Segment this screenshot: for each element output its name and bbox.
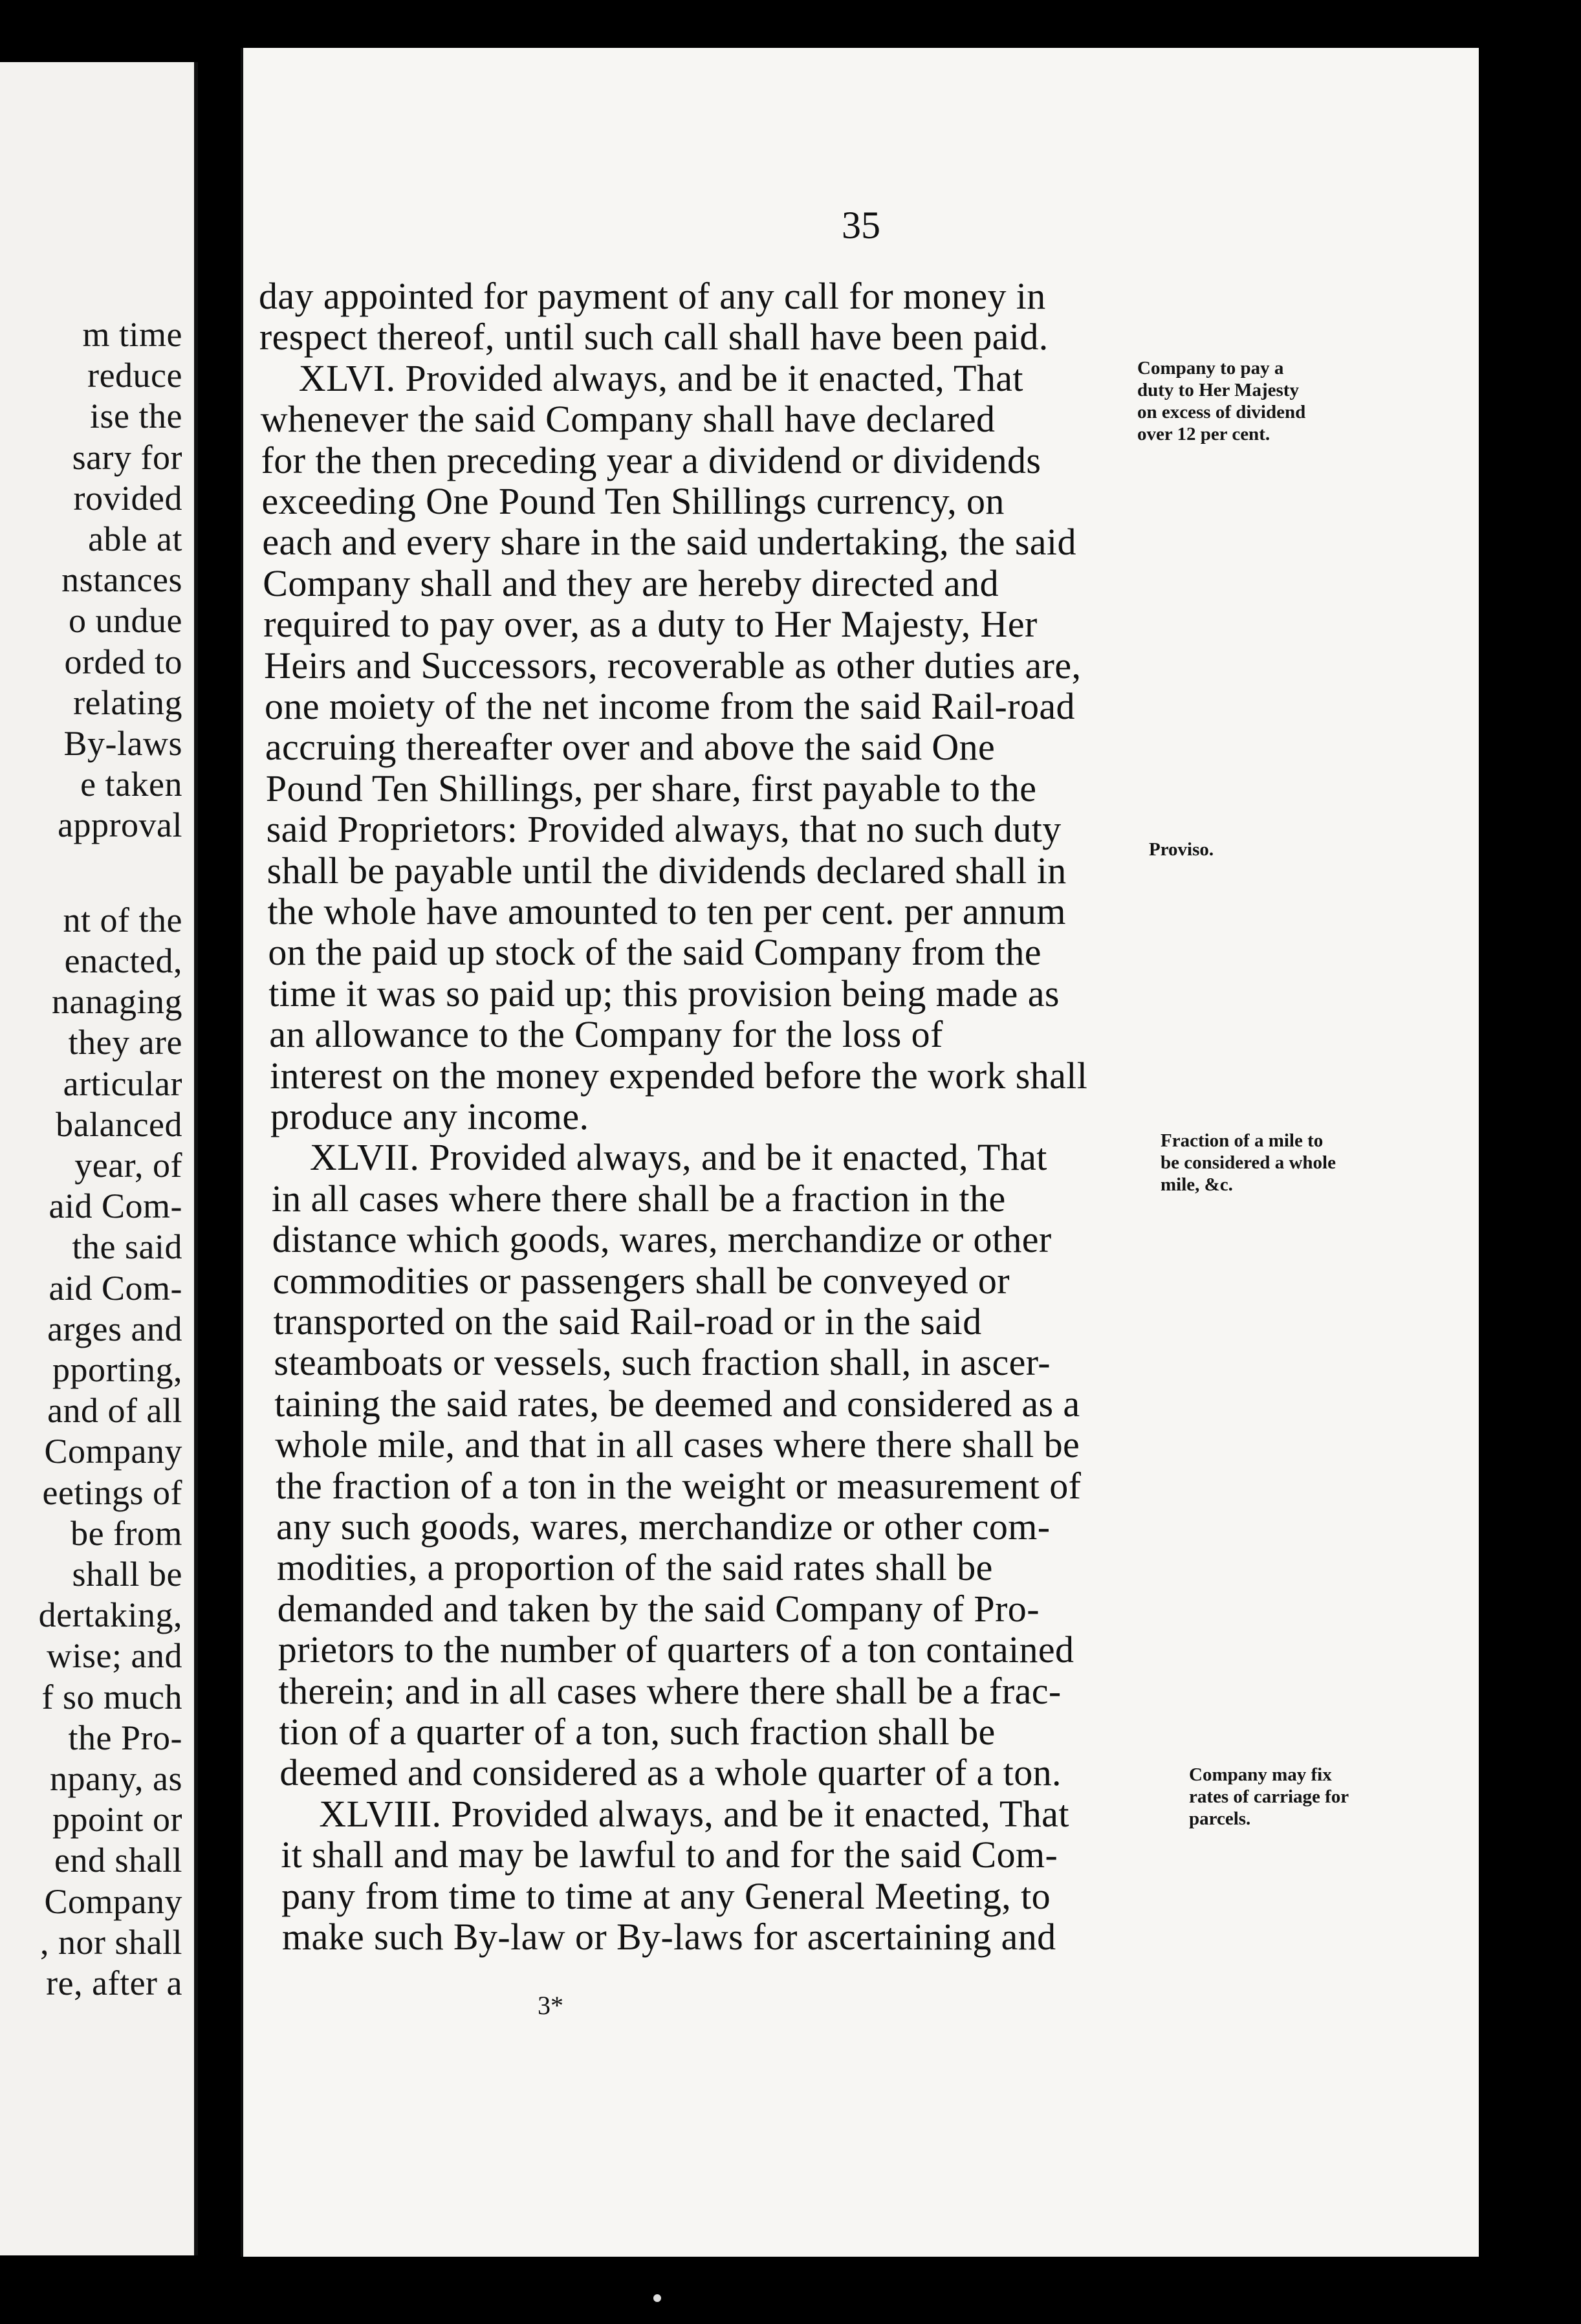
body-text-line: shall be payable until the dividends declared shall in [267, 849, 1067, 892]
body-text-line: in all cases where there shall be a fraction in the [271, 1177, 1006, 1220]
margin-note-proviso: Proviso. [1149, 839, 1214, 860]
body-text-line: the fraction of a ton in the weight or measurement of [276, 1464, 1082, 1507]
facing-page-line: sary for [72, 437, 182, 477]
body-text-line: deemed and considered as a whole quarter of a ton. [279, 1751, 1062, 1794]
page-35 [241, 48, 1479, 2257]
facing-page-line: rovided [73, 478, 182, 518]
body-text-line: an allowance to the Company for the loss of [269, 1013, 943, 1056]
body-text-line: prietors to the number of quarters of a ton contained [278, 1628, 1074, 1671]
body-text-line: taining the said rates, be deemed and considered as a [274, 1382, 1080, 1425]
body-text-line: one moiety of the net income from the said Rail-road [265, 685, 1075, 727]
body-text-line: time it was so paid up; this provision being made as [268, 972, 1060, 1014]
body-text-line: said Proprietors: Provided always, that no such duty [266, 808, 1062, 851]
body-text-line: pany from time to time at any General Meeting, to [281, 1874, 1051, 1917]
body-text-line: any such goods, wares, merchandize or other com- [276, 1506, 1051, 1548]
facing-page-line: nanaging [52, 982, 182, 1022]
facing-page-line: and of all [47, 1391, 182, 1431]
facing-page-line: pporting, [52, 1350, 182, 1389]
body-text-line: it shall and may be lawful to and for the said Com- [281, 1834, 1058, 1876]
body-text-line: exceeding One Pound Ten Shillings currency, on [261, 480, 1005, 522]
signature-mark: 3* [538, 1991, 563, 2020]
body-text-line: Heirs and Successors, recoverable as other duties are, [264, 644, 1082, 686]
facing-page-line: dertaking, [38, 1595, 182, 1635]
facing-page-line: Company [44, 1881, 182, 1921]
body-text-line: on the paid up stock of the said Company from the [268, 931, 1041, 974]
body-text-line: whenever the said Company shall have declared [260, 398, 996, 441]
facing-page-line: shall be [72, 1555, 182, 1594]
facing-page-line: approval [58, 806, 182, 845]
body-text-line: Pound Ten Shillings, per share, first payable to the [265, 767, 1037, 809]
facing-page-line: balanced [56, 1104, 182, 1144]
facing-page-line: e taken [80, 765, 182, 804]
facing-page-line: , nor shall [40, 1922, 182, 1962]
facing-page-line: re, after a [46, 1964, 182, 2002]
facing-page-line: relating [73, 683, 182, 722]
facing-page-line: wise; and [47, 1636, 182, 1676]
facing-page-line: aid Com- [49, 1268, 182, 1308]
margin-note-carriage-parcels: Company may fix rates of carriage for parcels. [1189, 1764, 1349, 1829]
section-heading-line: XLVII. Provided always, and be it enacted, That [309, 1136, 1047, 1179]
page-number: 35 [842, 204, 880, 247]
facing-page-line: orded to [64, 642, 182, 681]
facing-page-line: articular [63, 1064, 182, 1103]
body-text-line: steamboats or vessels, such fraction shall, in ascer- [274, 1341, 1051, 1384]
body-text-line: each and every share in the said undertaking, the said [262, 521, 1076, 564]
body-text-line: transported on the said Rail-road or in the said [273, 1300, 982, 1343]
body-text-line: accruing thereafter over and above the said One [265, 726, 996, 769]
body-text-line: produce any income. [270, 1095, 589, 1137]
body-text-line: commodities or passengers shall be conveyed or [272, 1259, 1010, 1302]
facing-page-line: Company [44, 1432, 182, 1471]
margin-note-duty-to-majesty: Company to pay a duty to Her Majesty on excess of dividend over 12 per cent. [1137, 358, 1306, 444]
body-text-line: Company shall and they are hereby directed and [263, 562, 999, 604]
body-text-line: respect thereof, until such call shall have been paid. [259, 316, 1049, 358]
body-text-line: day appointed for payment of any call for money in [259, 275, 1046, 317]
body-text-line: for the then preceding year a dividend or dividends [261, 439, 1041, 481]
facing-page-line: nstances [61, 560, 182, 600]
facing-page-line: f so much [41, 1677, 182, 1716]
section-heading-line: XLVIII. Provided always, and be it enacted, That [319, 1792, 1069, 1835]
facing-page-line: By-laws [63, 724, 182, 763]
facing-page-line: npany, as [50, 1759, 182, 1798]
facing-page-line: ise the [90, 397, 182, 436]
facing-page-line: arges and [47, 1309, 182, 1348]
facing-page-line: the Pro- [68, 1718, 182, 1757]
facing-page-line: reduce [87, 356, 182, 395]
facing-page-line: year, of [74, 1146, 182, 1185]
body-text-line: demanded and taken by the said Company of Pro- [277, 1587, 1040, 1630]
facing-page-line: end shall [54, 1841, 182, 1880]
body-text-line: whole mile, and that in all cases where there shall be [275, 1423, 1080, 1466]
facing-page-line: enacted, [64, 941, 182, 980]
facing-page-line: aid Com- [49, 1187, 182, 1226]
section-heading-line: XLVI. Provided always, and be it enacted, That [298, 356, 1023, 399]
facing-page-fragment [0, 62, 198, 2255]
body-text-line: distance which goods, wares, merchandize or other [272, 1218, 1052, 1261]
facing-page-line: be from [71, 1513, 182, 1553]
facing-page-line: they are [68, 1023, 182, 1062]
body-text-line: the whole have amounted to ten per cent. per annum [267, 890, 1066, 932]
body-text-line: tion of a quarter of a ton, such fraction shall be [279, 1711, 996, 1753]
body-text-line: interest on the money expended before the work shall [270, 1054, 1088, 1097]
facing-page-line: o undue [69, 601, 182, 641]
facing-page-line: eetings of [42, 1473, 182, 1512]
body-text-line: required to pay over, as a duty to Her Majesty, Her [263, 603, 1038, 646]
facing-page-line: able at [88, 520, 182, 558]
scan-speck [653, 2294, 661, 2302]
facing-page-line: ppoint or [52, 1800, 182, 1839]
facing-page-line: m time [82, 315, 182, 354]
body-text-line: modities, a proportion of the said rates shall be [276, 1546, 993, 1589]
body-text-line: make such By-law or By-laws for ascertaining and [282, 1916, 1056, 1958]
facing-page-line: the said [72, 1227, 182, 1267]
margin-note-fraction-of-mile: Fraction of a mile to be considered a whole mile, &c. [1161, 1130, 1336, 1195]
body-text-line: therein; and in all cases where there shall be a frac- [278, 1669, 1062, 1712]
facing-page-line: nt of the [63, 900, 182, 939]
